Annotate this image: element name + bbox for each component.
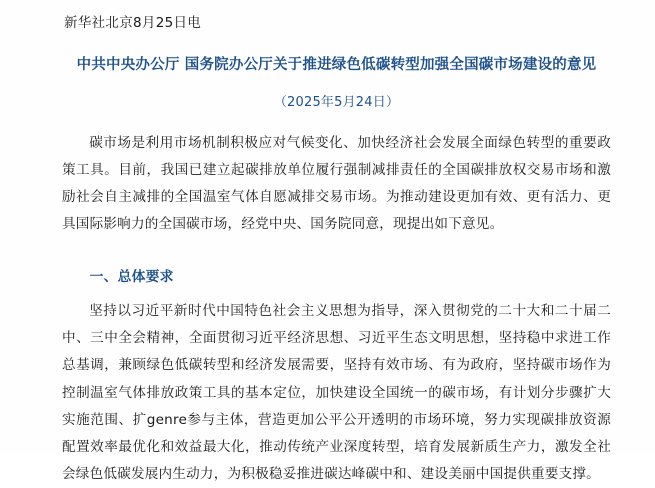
document-date: （2025年5月24日） — [273, 94, 400, 110]
section-paragraph-general-requirements: 坚持以习近平新时代中国特色社会主义思想为指导，深入贯彻党的二十大和二十届二中、三中全会精神，全面贯彻习近平经济思想、习近平生态文明思想，坚持稳中求进工作总基调，兼顾绿色低碳转型和经济发展需要，坚持有效市场、有为政府，坚持碳市场作为控制温室气体排放政策工具的基本定位，加快建设全国统一的碳市场，有计划分步骤扩大实施范围、扩genre参与主体，营造更加公平公开透明的市场环境，努力实现碳排放资源配置效率最优化和效益最大化，推动传统产业深度转型，培育发展新质生产力，激发全社会绿色低碳发展内生动力，为积极稳妥推进碳达峰碳中和、建设美丽中国提供重要支撑。 — [62, 302, 611, 483]
page-title: 中共中央办公厅 国务院办公厅关于推进绿色低碳转型加强全国碳市场建设的意见 — [76, 56, 597, 73]
dateline: 新华社北京8月25日电 — [64, 15, 202, 31]
section-heading-general-requirements: 一、总体要求 — [89, 269, 174, 286]
intro-paragraph: 碳市场是利用市场机制积极应对气候变化、加快经济社会发展全面绿色转型的重要政策工具。目前，我国已建立起碳排放单位履行强制减排责任的全国碳排放权交易市场和激励社会自主减排的全国温室气体自愿减排交易市场。为推动建设更加有效、更有活力、更具国际影响力的全国碳市场，经党中央、国务院同意，现提出如下意见。 — [62, 134, 611, 233]
section-spacer — [62, 254, 611, 264]
